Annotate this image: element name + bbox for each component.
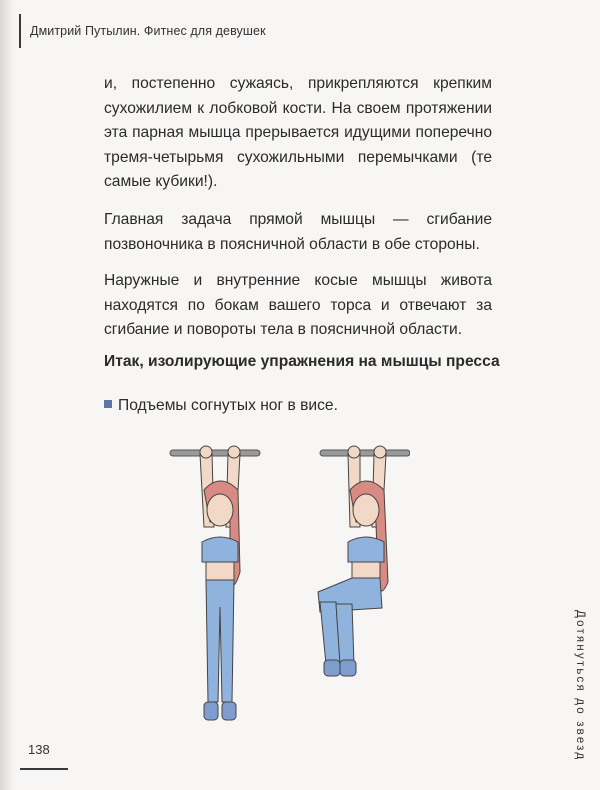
page-number: 138 xyxy=(28,742,50,757)
paragraph-3: Наружные и внутренние косые мышцы живота находятся по бокам вашего торса и отвечают за сгибание и повороты тела в поясничной области. xyxy=(104,272,492,338)
footer-rule xyxy=(20,768,68,770)
side-chapter-tab: Дотянуться до звезд xyxy=(574,610,586,762)
bullet-text: Подъемы согнутых ног в висе. xyxy=(118,397,338,414)
spine-shadow xyxy=(0,0,14,790)
bullet-item xyxy=(104,397,338,415)
paragraph-1: и, постепенно сужаясь, прикрепляются крепким сухожилием к лобковой кости. На своем протяжении эта парная мышца прерывается идущими поперечно тремя-четырьмя сухожильными перемычками (те самые кубики!). xyxy=(104,75,492,190)
figure-hanging-straight xyxy=(170,446,260,720)
square-bullet-icon xyxy=(104,400,112,408)
exercise-illustration xyxy=(160,432,410,732)
figure-knees-raised xyxy=(318,446,410,676)
paragraph-2: Главная задача прямой мышцы — сгибание позвоночника в поясничной области в обе стороны. xyxy=(104,211,492,253)
running-title: Дмитрий Путылин. Фитнес для девушек xyxy=(30,24,266,38)
section-heading: Итак, изолирующие упражнения на мышцы пресса xyxy=(104,353,500,370)
header-rule xyxy=(19,14,21,48)
